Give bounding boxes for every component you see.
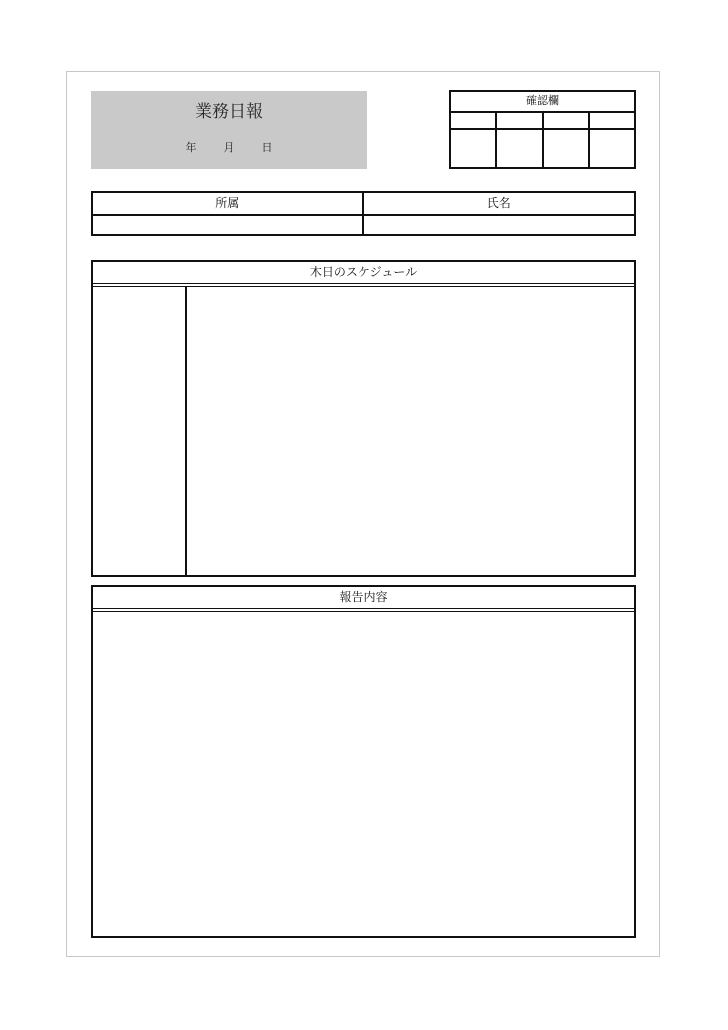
report-section	[91, 585, 636, 938]
month-label: 月	[223, 141, 235, 154]
affiliation-header: 所属	[93, 193, 364, 214]
name-field[interactable]	[364, 214, 635, 234]
title-block	[91, 91, 367, 169]
report-content-area[interactable]	[93, 612, 634, 936]
schedule-content-area[interactable]	[187, 287, 634, 575]
confirmation-stamp-cell[interactable]	[590, 111, 634, 167]
report-header: 報告内容	[93, 587, 634, 612]
year-label: 年	[185, 141, 197, 154]
confirmation-columns	[451, 111, 634, 167]
page-title: 業務日報	[195, 102, 263, 122]
info-table	[91, 191, 636, 236]
affiliation-field[interactable]	[93, 214, 364, 234]
confirmation-stamp-cell[interactable]	[544, 111, 590, 167]
schedule-time-column[interactable]	[93, 287, 187, 575]
schedule-header: 木日のスケジュール	[93, 262, 634, 287]
confirmation-stamp-cell[interactable]	[497, 111, 543, 167]
name-header: 氏名	[486, 196, 511, 210]
day-label: 日	[261, 141, 273, 154]
confirmation-box	[449, 90, 636, 169]
confirmation-label: 確認欄	[451, 92, 634, 113]
date-row	[91, 139, 367, 155]
confirmation-stamp-cell[interactable]	[451, 111, 497, 167]
info-value-row	[93, 214, 634, 234]
info-header-row	[93, 193, 634, 216]
schedule-section	[91, 260, 636, 577]
